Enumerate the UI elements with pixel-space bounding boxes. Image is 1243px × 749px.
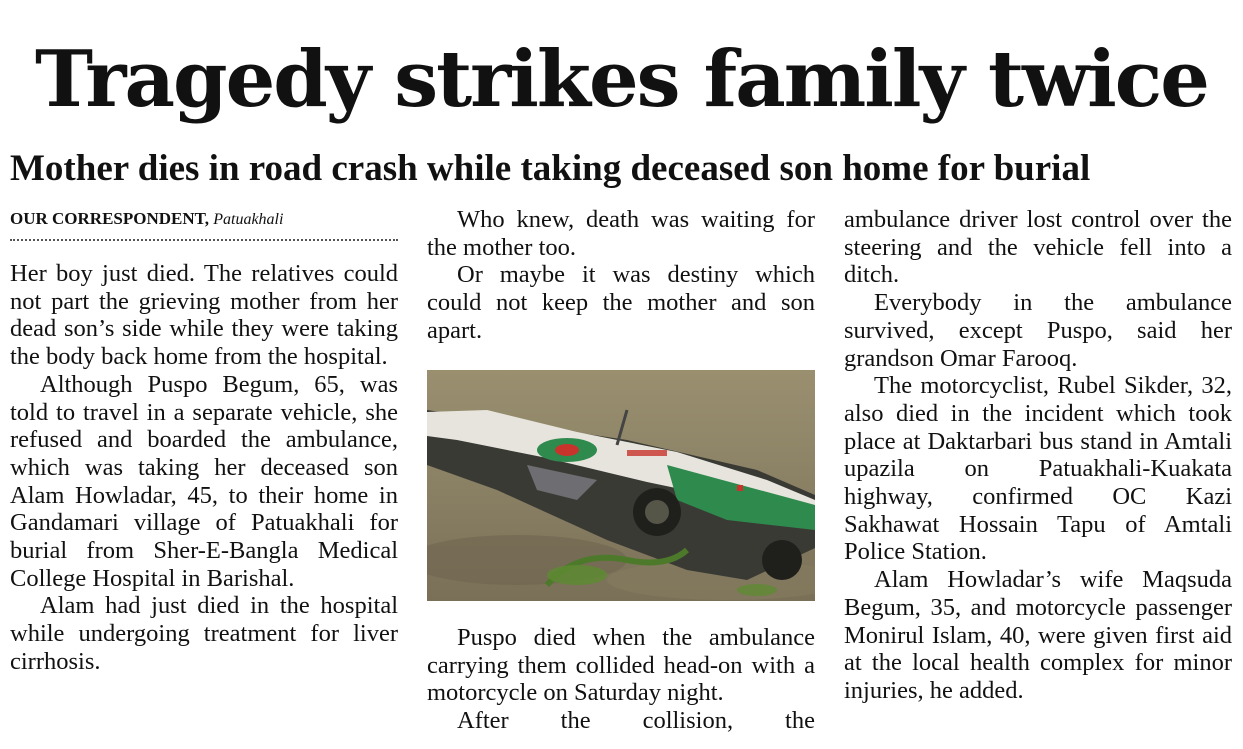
paragraph: Or maybe it was destiny which could not keep the mother and son apart. [427, 261, 815, 344]
paragraph: Alam had just died in the hospital while undergoing treatment for liver cirrhosis. [10, 592, 398, 675]
paragraph: ambulance driver lost control over the steering and the vehicle fell into a ditch. [844, 206, 1232, 289]
paragraph: Alam Howladar’s wife Maqsuda Begum, 35, and motorcycle passenger Monirul Islam, 40, were given first aid at the local health complex for minor injuries, he added. [844, 566, 1232, 704]
article-column-3 [844, 206, 1232, 705]
news-photo [427, 370, 815, 601]
overturned-ambulance-in-ditch-photo [427, 370, 815, 601]
byline-location: Patuakhali [213, 211, 284, 228]
byline-author: OUR CORRESPONDENT, [10, 209, 209, 228]
paragraph: Her boy just died. The relatives could not part the grieving mother from her dead son’s side while they were taking the body back home from the hospital. [10, 260, 398, 371]
byline [10, 208, 398, 241]
paragraph: Puspo died when the ambulance carrying them collided head-on with a motorcycle on Saturday night. [427, 624, 815, 707]
headline: Tragedy strikes family twice [35, 34, 1208, 125]
subheadline: Mother dies in road crash while taking deceased son home for burial [10, 148, 1091, 189]
paragraph: Everybody in the ambulance survived, except Puspo, said her grandson Omar Farooq. [844, 289, 1232, 372]
paragraph: After the collision, the [457, 707, 815, 735]
article-column-2-bottom [427, 624, 815, 735]
article-column-2-top [427, 206, 815, 345]
paragraph: Although Puspo Begum, 65, was told to travel in a separate vehicle, she refused and boarded the ambulance, which was taking her deceased son Alam Howladar, 45, to their home in Gandamari village of Patuakhali for burial from Sher-E-Bangla Medical College Hospital in Barishal. [10, 370, 398, 592]
paragraph: The motorcyclist, Rubel Sikder, 32, also died in the incident which took place at Daktarbari bus stand in Amtali upazila on Patuakhali-Kuakata highway, confirmed OC Kazi Sakhawat Hossain Tapu of Amtali Police Station. [844, 372, 1232, 566]
paragraph: Who knew, death was waiting for the mother too. [427, 206, 815, 261]
article-column-1 [10, 260, 398, 676]
